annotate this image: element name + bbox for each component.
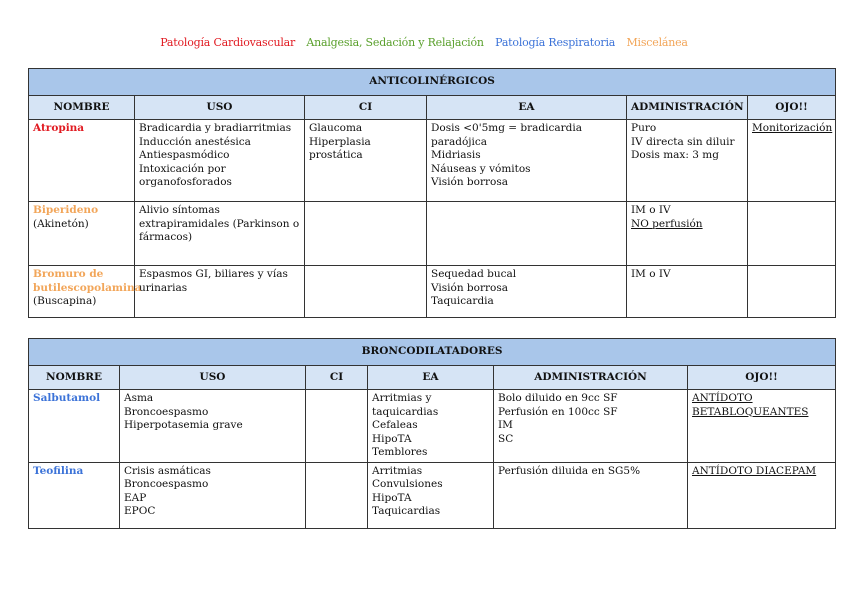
admin-cell: IM o IV NO perfusión bbox=[627, 202, 748, 266]
column-header: USO bbox=[135, 96, 305, 120]
drug-brand: (Akinetón) bbox=[33, 217, 89, 230]
drug-name: Teofilina bbox=[33, 464, 84, 477]
drug-name: Biperideno bbox=[33, 204, 99, 216]
table-title: ANTICOLINÉRGICOS bbox=[29, 69, 836, 96]
drug-name-cell bbox=[29, 266, 142, 318]
drug-name: Salbutamol bbox=[33, 392, 101, 404]
anticolinergicos-table bbox=[28, 68, 836, 318]
ojo-cell bbox=[688, 390, 836, 463]
drug-name: Atropina bbox=[33, 122, 85, 134]
legend-cardio: Patología Cardiovascular bbox=[160, 36, 296, 49]
ci-cell bbox=[305, 266, 427, 318]
ojo-note: Monitorización bbox=[752, 122, 833, 134]
table-row bbox=[29, 202, 836, 266]
admin-cell: IM o IV bbox=[627, 266, 748, 318]
column-header: CI bbox=[306, 366, 368, 390]
drug-name-cell bbox=[29, 120, 135, 202]
legend-analgesia: Analgesia, Sedación y Relajación bbox=[306, 36, 484, 49]
legend-miscelanea: Miscelánea bbox=[626, 36, 688, 49]
uso-cell: Alivio síntomas extrapiramidales (Parkinson o fármacos) bbox=[135, 202, 305, 266]
column-header: NOMBRE bbox=[29, 366, 120, 390]
uso-cell: Asma Broncoespasmo Hiperpotasemia grave bbox=[120, 390, 306, 463]
table-row bbox=[29, 266, 836, 318]
ea-cell: Sequedad bucal Visión borrosa Taquicardia bbox=[427, 266, 627, 318]
ea-cell: Arritmias Convulsiones HipoTA Taquicardias bbox=[368, 462, 494, 528]
table-row bbox=[29, 120, 836, 202]
ci-cell bbox=[305, 202, 427, 266]
ojo-note: ANTÍDOTO BETABLOQUEANTES bbox=[692, 392, 809, 418]
drug-name-cell bbox=[29, 202, 135, 266]
column-header: OJO!! bbox=[748, 96, 836, 120]
ea-cell: Arritmias y taquicardias Cefaleas HipoTA Temblores bbox=[368, 390, 494, 463]
admin-cell: Perfusión diluida en SG5% bbox=[494, 462, 688, 528]
uso-cell: Espasmos GI, biliares y vías urinarias bbox=[135, 266, 305, 318]
ojo-cell bbox=[748, 266, 836, 318]
ojo-cell bbox=[688, 462, 836, 528]
table-title: BRONCODILATADORES bbox=[29, 339, 836, 366]
ojo-note: ANTÍDOTO DIACEPAM bbox=[692, 464, 817, 477]
admin-cell: Puro IV directa sin diluir Dosis max: 3 mg bbox=[627, 120, 748, 202]
drug-brand: (Buscapina) bbox=[33, 295, 97, 307]
broncodilatadores-table bbox=[28, 338, 836, 529]
ea-cell bbox=[427, 202, 627, 266]
ci-cell bbox=[306, 390, 368, 463]
uso-cell: Crisis asmáticas Broncoespasmo EAP EPOC bbox=[120, 462, 306, 528]
ci-cell bbox=[306, 462, 368, 528]
category-legend bbox=[0, 36, 848, 49]
drug-name: Bromuro de butilescopolamina bbox=[33, 268, 142, 294]
ojo-cell bbox=[748, 202, 836, 266]
column-header: USO bbox=[120, 366, 306, 390]
column-header: EA bbox=[427, 96, 627, 120]
ojo-cell bbox=[748, 120, 836, 202]
admin-cell: Bolo diluido en 9cc SF Perfusión en 100cc SF IM SC bbox=[494, 390, 688, 463]
legend-respiratoria: Patología Respiratoria bbox=[495, 36, 616, 49]
column-header: OJO!! bbox=[688, 366, 836, 390]
table-row bbox=[29, 462, 836, 528]
column-header: ADMINISTRACIÓN bbox=[494, 366, 688, 390]
drug-name-cell bbox=[29, 462, 120, 528]
table-row bbox=[29, 390, 836, 463]
column-header: NOMBRE bbox=[29, 96, 135, 120]
drug-name-cell bbox=[29, 390, 120, 463]
ci-cell: Glaucoma Hiperplasia prostática bbox=[305, 120, 427, 202]
ea-cell: Dosis <0'5mg = bradicardia paradójica Midriasis Náuseas y vómitos Visión borrosa bbox=[427, 120, 627, 202]
column-header: ADMINISTRACIÓN bbox=[627, 96, 748, 120]
column-header: CI bbox=[305, 96, 427, 120]
column-header: EA bbox=[368, 366, 494, 390]
uso-cell: Bradicardia y bradiarritmias Inducción anestésica Antiespasmódico Intoxicación por organofosforados bbox=[135, 120, 305, 202]
